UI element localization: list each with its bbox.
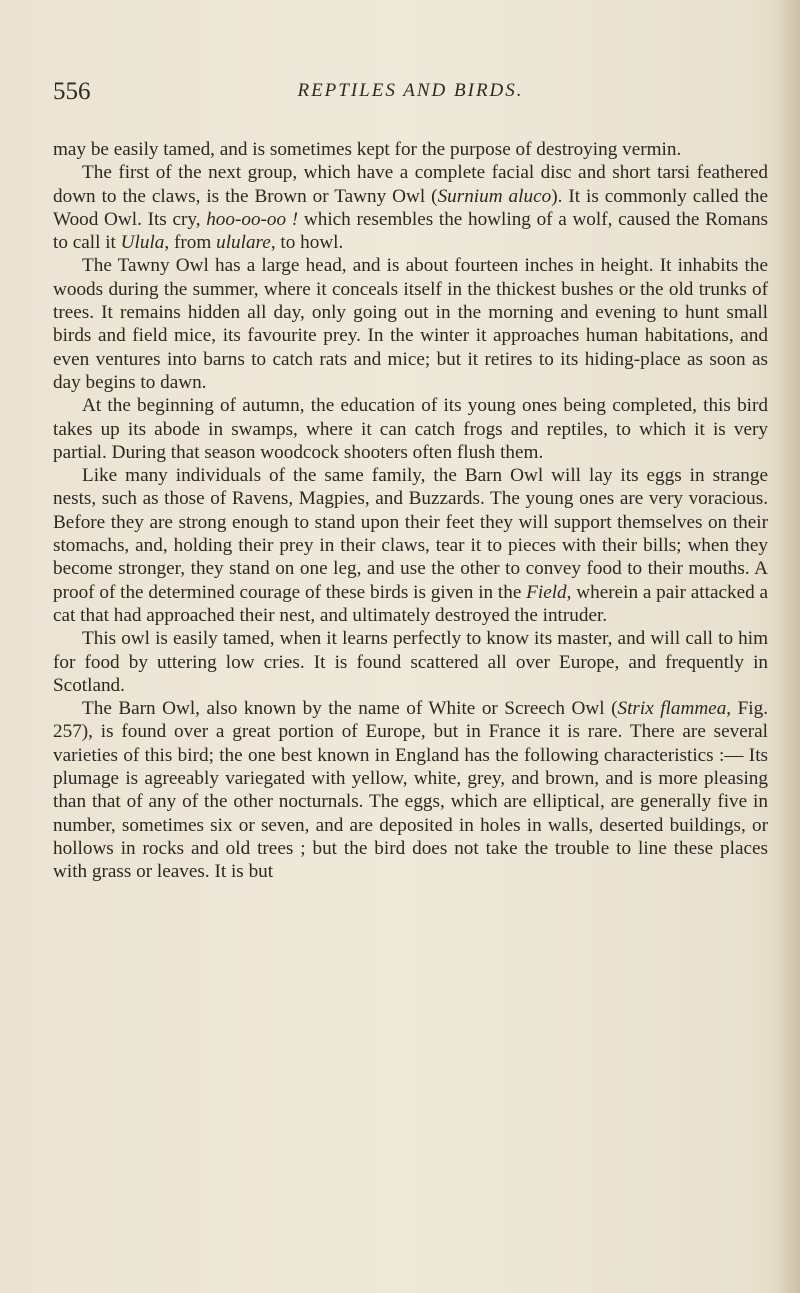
page-edge-shadow — [778, 0, 800, 1293]
italic-text: Surnium aluco — [437, 185, 552, 207]
text-run: , wherein a pair attacked a cat that had approached their nest, and ultimately destroyed the intruder. — [53, 581, 769, 626]
text-run: Like many individuals of the same family, the Barn Owl will lay its eggs in strange nests, such as those of Ravens, Magpies, and Buzzards. The young ones are very voracious. Before they are strong enough to stand upon their feet they will support themselves on their stomachs, and, holding their prey in their claws, tear it to pieces with their bills; when they become stronger, they stand on one leg, and use the other to convey food to their mouths. A proof of the determined courage of these birds is given in the — [53, 465, 768, 603]
text-run: , to howl. — [270, 232, 344, 254]
text-run: ). It is commonly called the Wood Owl. Its cry, — [53, 185, 768, 230]
italic-text: Field — [526, 581, 567, 603]
text-run: The Barn Owl, also known by the name of White or Screech Owl ( — [82, 698, 618, 720]
paragraph — [53, 697, 768, 883]
text-run: , from — [164, 232, 217, 254]
italic-text: hoo-oo-oo ! — [206, 208, 299, 230]
page-number: 556 — [53, 78, 91, 105]
paragraph — [53, 161, 768, 254]
text-run: The first of the next group, which have a complete facial disc and short tarsi feathered down to the claws, is the Brown or Tawny Owl ( — [53, 162, 768, 207]
text-run: At the beginning of autumn, the education of its young ones being completed, this bird takes up its abode in swamps, where it can catch frogs and reptiles, to which it is very partial. During that season woodcock shooters often flush them. — [53, 395, 768, 463]
paragraph — [53, 627, 768, 697]
text-run: which resembles the howling of a wolf, caused the Romans to call it — [53, 208, 769, 254]
text-run: This owl is easily tamed, when it learns perfectly to know its master, and will call to him for food by uttering low cries. It is found scattered all over Europe, and frequently in Scotland. — [53, 628, 768, 696]
text-run: The Tawny Owl has a large head, and is about fourteen inches in height. It inhabits the woods during the summer, where it conceals itself in the thickest bushes or the old trunks of trees. It remains hidden all day, only going out in the morning and evening to hunt small birds and field mice, its favourite prey. In the winter it approaches human habitations, and even ventures into barns to catch rats and mice; but it retires to its hiding-place as soon as day begins to dawn. — [53, 255, 768, 393]
italic-text: Ulula — [120, 232, 165, 254]
italic-text: Strix flammea — [617, 698, 727, 720]
text-run: may be easily tamed, and is sometimes kept for the purpose of destroying vermin. — [53, 139, 682, 160]
running-head — [53, 78, 768, 114]
paragraph — [53, 464, 768, 627]
italic-text: ululare — [216, 232, 271, 254]
text-body — [53, 138, 768, 884]
paragraph — [53, 138, 768, 161]
running-title: REPTILES AND BIRDS. — [297, 80, 524, 101]
paragraph — [53, 254, 768, 394]
paragraph — [53, 394, 768, 464]
text-run: , Fig. 257), is found over a great portion of Europe, but in France it is rare. There are several varieties of this bird; the one best known in England has the following characteristics :— Its plumage is agreeably variegated with yellow, white, grey, and brown, and is more pleasing than that of any of the other nocturnals. The eggs, which are elliptical, are generally five in number, sometimes six or seven, and are deposited in holes in walls, deserted buildings, or hollows in rocks and old trees ; but the bird does not take the trouble to line these places with grass or leaves. It is but — [53, 698, 768, 883]
